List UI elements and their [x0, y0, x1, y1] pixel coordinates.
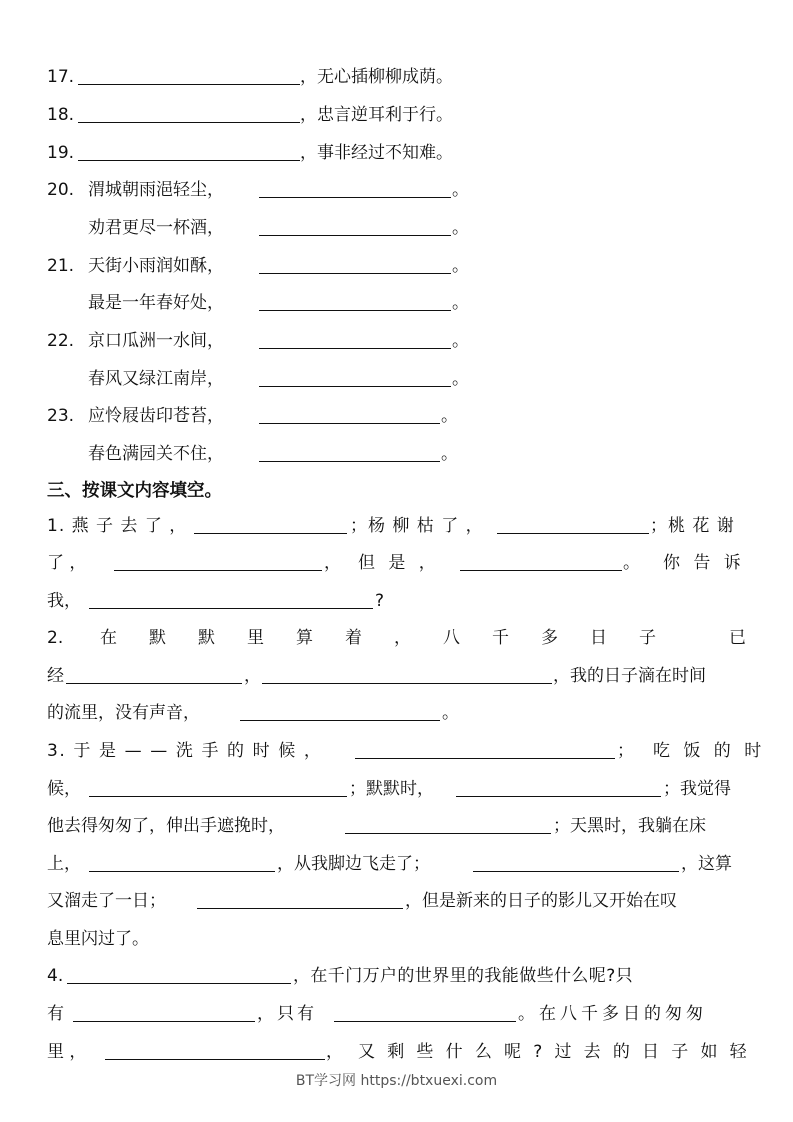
q2-char: 子 — [639, 628, 656, 648]
q1-text: 。 — [623, 553, 640, 573]
answer-blank[interactable] — [497, 533, 649, 534]
answer-blank[interactable] — [456, 796, 661, 797]
poem-line: 劝君更尽一杯酒， — [88, 218, 224, 238]
q2-char: 八 — [443, 628, 460, 648]
q3-text: 候， — [47, 779, 81, 799]
answer-blank[interactable] — [78, 84, 300, 85]
answer-blank[interactable] — [334, 1021, 516, 1022]
answer-blank[interactable] — [259, 348, 451, 349]
poem-line: 最是一年春好处， — [88, 293, 224, 313]
q2-text: ， — [244, 666, 261, 686]
answer-blank[interactable] — [67, 983, 291, 984]
period: 。 — [452, 180, 469, 200]
item-text: ，事非经过不知难。 — [300, 143, 453, 163]
answer-blank[interactable] — [460, 570, 622, 571]
q2-char: 算 — [296, 628, 313, 648]
answer-blank[interactable] — [78, 160, 300, 161]
q3-text: 又溜走了一日； — [47, 891, 166, 911]
q2-char: 着 — [345, 628, 362, 648]
q3-text: ，从我脚边飞走了； — [277, 854, 430, 874]
q3-text: ，这算 — [681, 854, 732, 874]
section-title: 三、按课文内容填空。 — [47, 481, 222, 501]
answer-blank[interactable] — [262, 683, 552, 684]
period: 。 — [452, 369, 469, 389]
q4-text: ， — [326, 1042, 343, 1062]
answer-blank[interactable] — [259, 423, 440, 424]
item-text: ，无心插柳柳成荫。 — [300, 67, 453, 87]
q2-text: 。 — [442, 703, 459, 723]
poem-line: 渭城朝雨浥轻尘， — [88, 180, 224, 200]
answer-blank[interactable] — [194, 533, 347, 534]
q1-text: 了 ， — [47, 553, 87, 573]
q2-text: 的流里，没有声音， — [47, 703, 200, 723]
q2-char: 默 — [149, 628, 166, 648]
q2-char: ， — [394, 628, 411, 648]
item-number: 19. — [47, 143, 75, 163]
item-number: 17. — [47, 67, 75, 87]
period: 。 — [441, 406, 458, 426]
item-text: ，忠言逆耳利于行。 — [300, 105, 453, 125]
item-number: 20. — [47, 180, 75, 200]
q1-text: ， — [324, 553, 341, 573]
answer-blank[interactable] — [355, 758, 615, 759]
poem-line: 京口瓜洲一水间， — [88, 331, 224, 351]
answer-blank[interactable] — [259, 310, 451, 311]
answer-blank[interactable] — [89, 608, 373, 609]
q2-char: 默 — [198, 628, 215, 648]
q3-text: 吃 饭 的 时 — [653, 741, 766, 761]
item-number: 18. — [47, 105, 75, 125]
q1-text: 你 告 诉 — [663, 553, 745, 573]
q2-text: ，我的日子滴在时间 — [553, 666, 706, 686]
q1-text: 1. 燕 子 去 了 ， — [47, 516, 188, 536]
answer-blank[interactable] — [89, 796, 347, 797]
q1-text: 但 是 ， — [358, 553, 440, 573]
answer-blank[interactable] — [345, 833, 551, 834]
answer-blank[interactable] — [89, 871, 275, 872]
q2-char: 日 — [590, 628, 607, 648]
q3-text: ；天黑时，我躺在床 — [553, 816, 706, 836]
period: 。 — [452, 293, 469, 313]
q1-text: 我， — [47, 591, 81, 611]
item-number: 21. — [47, 256, 75, 276]
item-number: 22. — [47, 331, 75, 351]
answer-blank[interactable] — [473, 871, 679, 872]
q4-text: 里 ， — [47, 1042, 87, 1062]
period: 。 — [452, 256, 469, 276]
q2-char: 千 — [492, 628, 509, 648]
answer-blank[interactable] — [114, 570, 322, 571]
q4-text: 又 剩 些 什 么 呢 ? 过 去 的 日 子 如 轻 — [358, 1042, 751, 1062]
answer-blank[interactable] — [259, 386, 451, 387]
q2-char: 已 — [729, 628, 746, 648]
q1-text: ? — [375, 591, 385, 611]
q3-text: ；默默时， — [349, 779, 434, 799]
answer-blank[interactable] — [259, 273, 451, 274]
answer-blank[interactable] — [240, 720, 440, 721]
footer-watermark: BT学习网 https://btxuexi.com — [295, 1073, 498, 1089]
q4-text: ，只有 — [257, 1004, 317, 1024]
q2-char: 里 — [247, 628, 264, 648]
answer-blank[interactable] — [73, 1021, 255, 1022]
q3-text: ，但是新来的日子的影儿又开始在叹 — [405, 891, 677, 911]
answer-blank[interactable] — [259, 197, 451, 198]
q1-text: ；杨 柳 枯 了 ， — [350, 516, 484, 536]
period: 。 — [452, 218, 469, 238]
q2-char: 在 — [100, 628, 117, 648]
q4-text: 4. — [47, 966, 64, 986]
q1-text: ；桃 花 谢 — [650, 516, 735, 536]
q3-text: ； — [617, 741, 634, 761]
q3-text: 他去得匆匆了，伸出手遮挽时， — [47, 816, 285, 836]
answer-blank[interactable] — [66, 683, 242, 684]
q3-text: 息里闪过了。 — [47, 929, 149, 949]
answer-blank[interactable] — [105, 1059, 325, 1060]
q2-text: 2. — [47, 628, 64, 648]
answer-blank[interactable] — [259, 235, 451, 236]
answer-blank[interactable] — [259, 461, 440, 462]
answer-blank[interactable] — [78, 122, 300, 123]
poem-line: 应怜屐齿印苍苔， — [88, 406, 224, 426]
q3-text: 3. 于 是 — — 洗 手 的 时 候 ， — [47, 741, 323, 761]
q4-text: ，在千门万户的世界里的我能做些什么呢?只 — [293, 966, 634, 986]
poem-line: 天街小雨润如酥， — [88, 256, 224, 276]
q4-text: 。在八千多日的匆匆 — [518, 1004, 707, 1024]
poem-line: 春风又绿江南岸， — [88, 369, 224, 389]
period: 。 — [452, 331, 469, 351]
period: 。 — [441, 444, 458, 464]
q3-text: 上， — [47, 854, 81, 874]
q2-char: 多 — [541, 628, 558, 648]
answer-blank[interactable] — [197, 908, 403, 909]
q4-text: 有 — [47, 1004, 64, 1024]
q2-text: 经 — [47, 666, 64, 686]
poem-line: 春色满园关不住， — [88, 444, 224, 464]
q3-text: ；我觉得 — [663, 779, 731, 799]
item-number: 23. — [47, 406, 75, 426]
